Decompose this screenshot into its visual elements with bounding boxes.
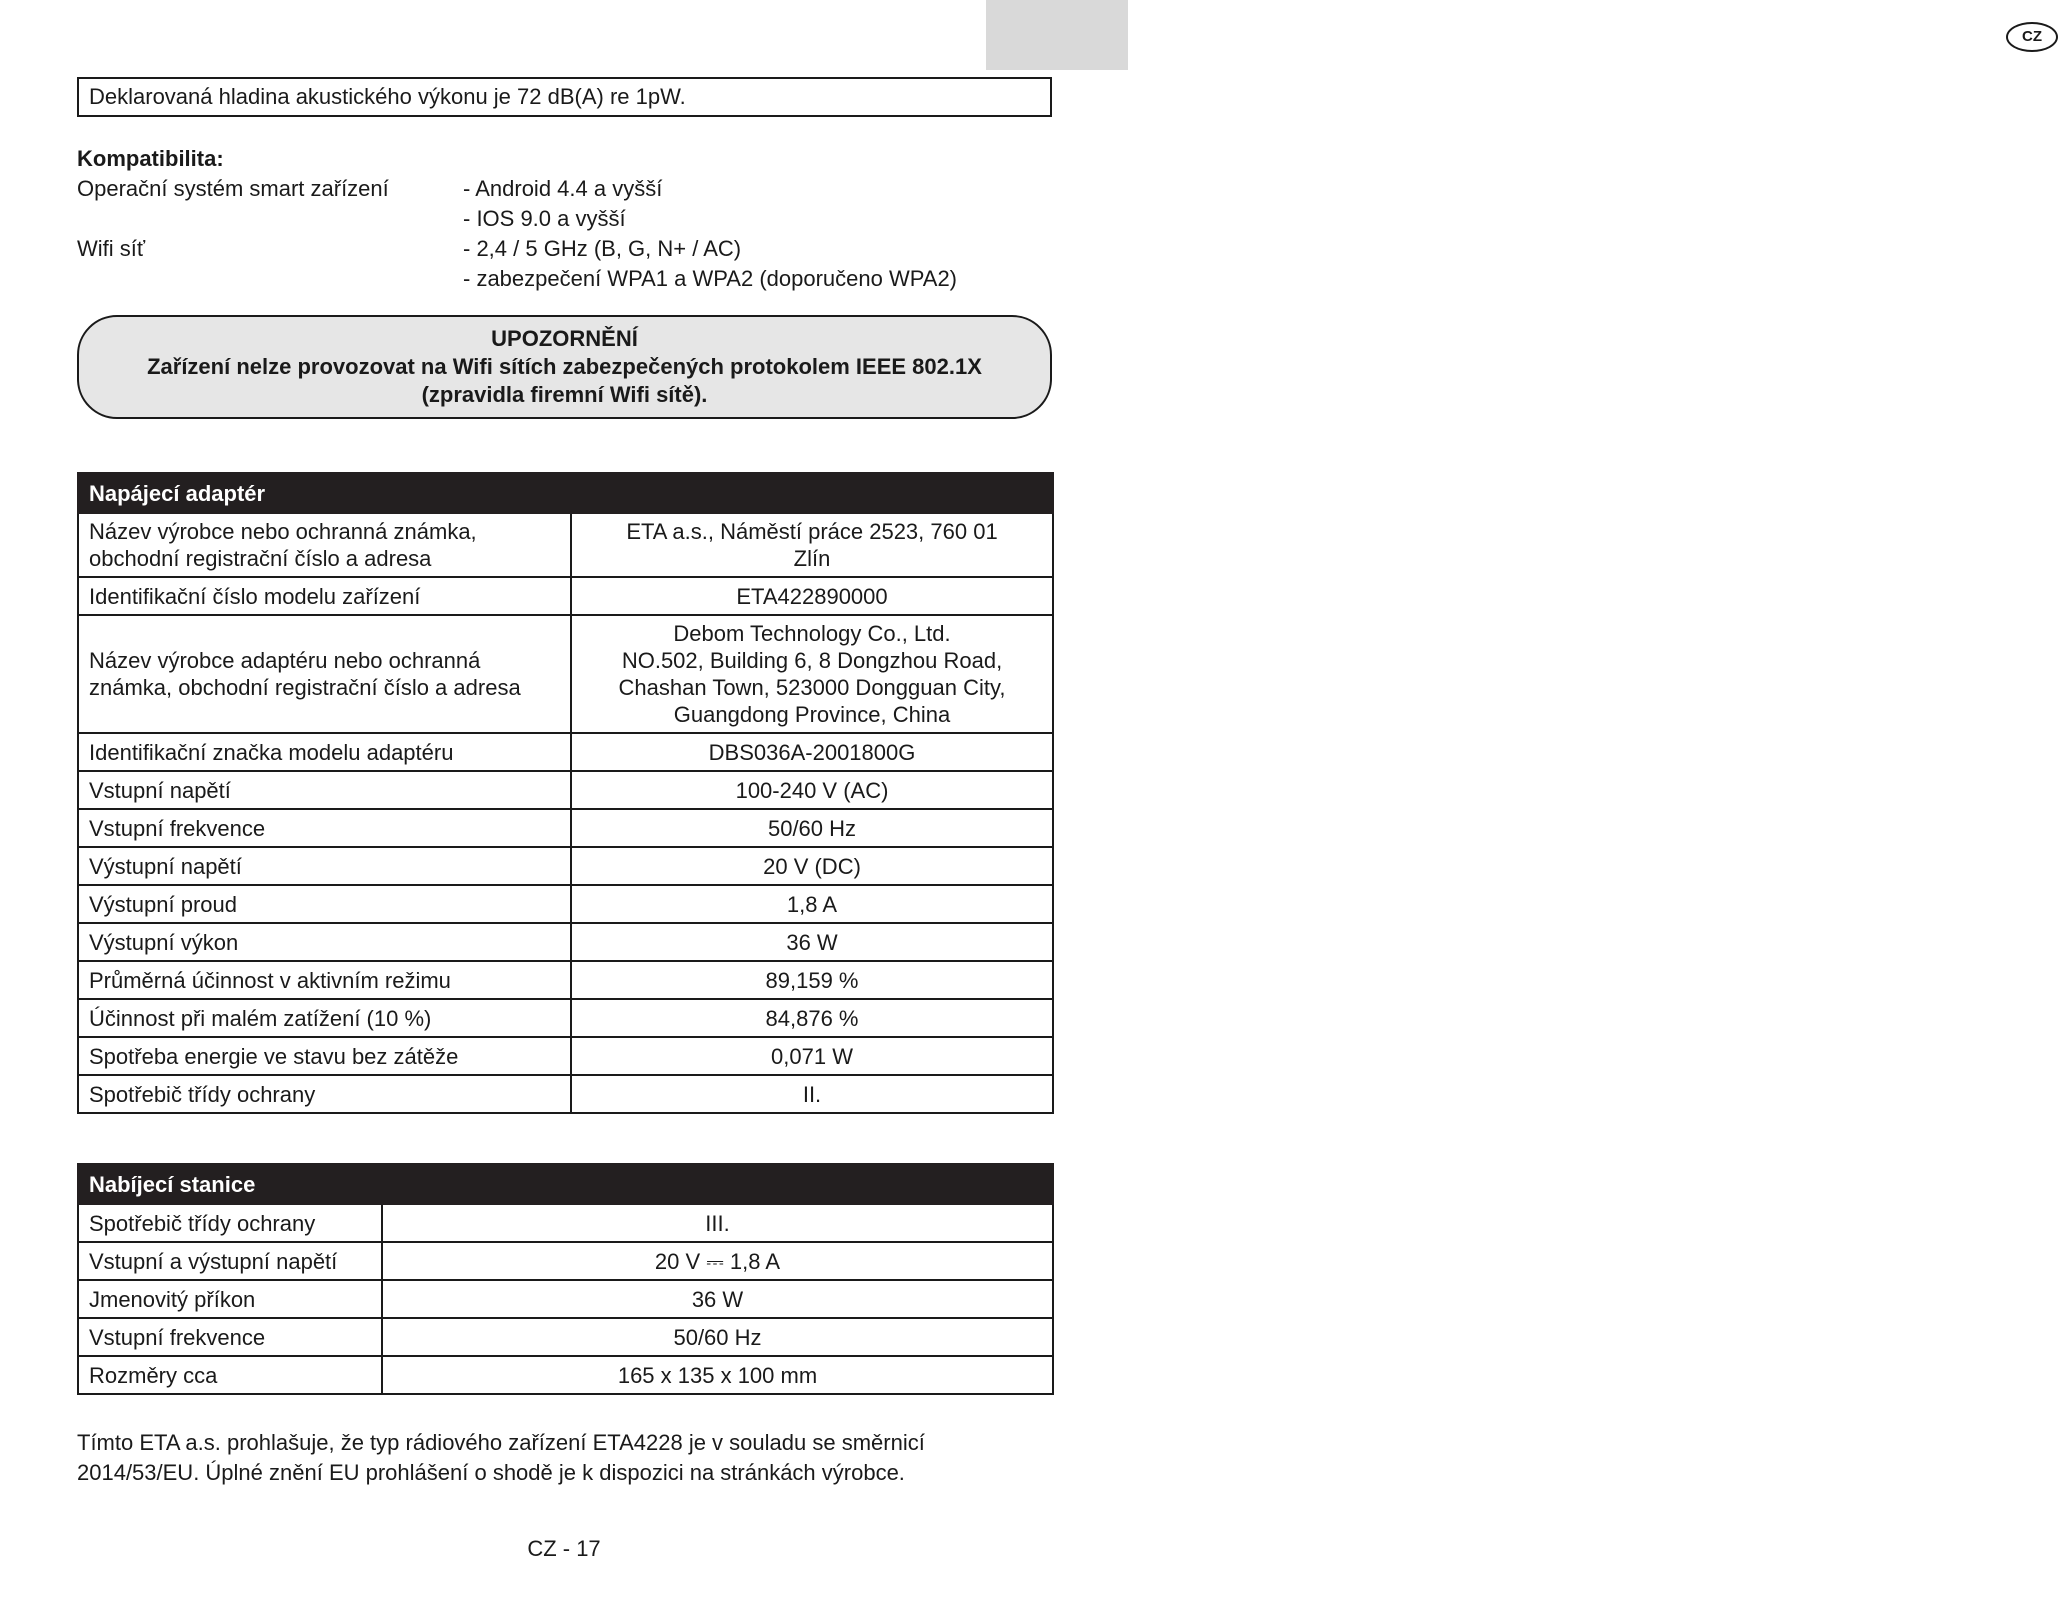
row-label-line: Spotřeba energie ve stavu bez zátěže <box>89 1043 459 1069</box>
compatibility-label: Operační systém smart zařízení <box>77 176 389 201</box>
table-row <box>78 615 1053 733</box>
declaration-line: Tímto ETA a.s. prohlašuje, že typ rádiového zařízení ETA4228 je v souladu se směrnicí <box>77 1430 925 1455</box>
table-row <box>78 1075 1053 1113</box>
row-value-line: 50/60 Hz <box>767 815 857 841</box>
row-label-line: Vstupní frekvence <box>89 1324 266 1350</box>
row-label <box>78 1318 382 1356</box>
row-label-line: Spotřebič třídy ochrany <box>89 1210 316 1236</box>
row-label <box>78 847 571 885</box>
row-label-line: Výstupní napětí <box>89 853 242 879</box>
warning-text-line: Zařízení nelze provozovat na Wifi sítích zabezpečených protokolem IEEE 802.1X <box>147 354 982 379</box>
table-row <box>78 999 1053 1037</box>
language-badge: CZ <box>2006 22 2058 52</box>
table-row <box>78 1204 1053 1242</box>
row-value-line: Guangdong Province, China <box>673 702 951 727</box>
compatibility-title: Kompatibilita: <box>77 146 224 171</box>
compatibility-section <box>77 144 1052 294</box>
row-label <box>78 961 571 999</box>
row-label-line: Účinnost při malém zatížení (10 %) <box>89 1005 432 1031</box>
compatibility-row <box>77 264 1052 294</box>
row-value <box>571 733 1053 771</box>
table-row <box>78 847 1053 885</box>
row-label-line: Jmenovitý příkon <box>89 1286 256 1312</box>
compatibility-label <box>77 204 463 234</box>
row-value <box>382 1318 1053 1356</box>
conformity-declaration <box>77 1428 1067 1488</box>
row-label-line: obchodní registrační číslo a adresa <box>89 546 432 571</box>
row-value <box>571 1075 1053 1113</box>
row-value-line: ETA422890000 <box>736 583 888 609</box>
row-label <box>78 513 571 577</box>
row-label-line: známka, obchodní registrační číslo a adresa <box>89 675 521 700</box>
table-row <box>78 809 1053 847</box>
table-row <box>78 885 1053 923</box>
table-header: Napájecí adaptér <box>78 473 1053 513</box>
warning-box <box>77 315 1052 419</box>
row-label <box>78 733 571 771</box>
row-value <box>571 513 1053 577</box>
row-label <box>78 1242 382 1280</box>
row-value-line: 1,8 A <box>786 891 838 917</box>
row-label <box>78 885 571 923</box>
row-label-line: Název výrobce nebo ochranná známka, <box>89 519 477 544</box>
warning-title: UPOZORNĚNÍ <box>491 326 638 351</box>
row-label-line: Vstupní a výstupní napětí <box>89 1248 338 1274</box>
noise-declaration: Deklarovaná hladina akustického výkonu je 72 dB(A) re 1pW. <box>77 77 1052 117</box>
row-value-line: 100-240 V (AC) <box>735 777 889 803</box>
row-label-line: Identifikační číslo modelu zařízení <box>89 583 421 609</box>
row-value-line: III. <box>705 1210 730 1236</box>
row-label <box>78 1280 382 1318</box>
row-value <box>382 1280 1053 1318</box>
row-value-line: 84,876 % <box>765 1005 859 1031</box>
page-number: CZ - 17 <box>527 1536 601 1561</box>
table-header-row <box>78 473 1053 513</box>
row-label <box>78 1356 382 1394</box>
compatibility-value: - 2,4 / 5 GHz (B, G, N+ / AC) <box>463 236 742 261</box>
row-label-line: Spotřebič třídy ochrany <box>89 1081 316 1107</box>
compatibility-row <box>77 234 1052 264</box>
row-value-line: DBS036A-2001800G <box>708 739 916 765</box>
row-value <box>571 1037 1053 1075</box>
row-label-line: Průměrná účinnost v aktivním režimu <box>89 967 451 993</box>
row-value <box>382 1242 1053 1280</box>
table-row <box>78 733 1053 771</box>
compatibility-label: Wifi síť <box>77 236 146 261</box>
row-label-line: Rozměry cca <box>89 1362 218 1388</box>
row-label-line: Vstupní napětí <box>89 777 231 803</box>
row-value-line: 20 V (DC) <box>763 853 861 879</box>
table-row <box>78 1242 1053 1280</box>
row-label-line: Výstupní proud <box>89 891 237 917</box>
row-label-line: Výstupní výkon <box>89 929 239 955</box>
row-value <box>571 961 1053 999</box>
table-row <box>78 1356 1053 1394</box>
table-row <box>78 577 1053 615</box>
table-row <box>78 961 1053 999</box>
row-value <box>571 615 1053 733</box>
row-value-line: Zlín <box>793 546 831 571</box>
row-label-line: Identifikační značka modelu adaptéru <box>89 739 454 765</box>
row-value <box>571 923 1053 961</box>
row-value <box>571 999 1053 1037</box>
row-label-line: Název výrobce adaptéru nebo ochranná <box>89 648 481 673</box>
row-value-line: 36 W <box>786 929 838 955</box>
compatibility-row <box>77 174 1052 204</box>
compatibility-label <box>77 264 463 294</box>
table-row <box>78 771 1053 809</box>
station-spec-table <box>77 1163 1054 1395</box>
row-value-line: ETA a.s., Náměstí práce 2523, 760 01 <box>626 519 998 544</box>
row-value-line: 89,159 % <box>765 967 859 993</box>
row-value-line: 0,071 W <box>771 1043 853 1069</box>
row-label <box>78 577 571 615</box>
language-tab <box>986 0 2042 70</box>
adapter-spec-table <box>77 472 1054 1114</box>
row-label <box>78 771 571 809</box>
row-value-line: 20 V ⎓ 1,8 A <box>654 1248 781 1274</box>
row-value-line: 36 W <box>691 1286 744 1312</box>
row-value-line: II. <box>802 1081 822 1107</box>
row-label <box>78 999 571 1037</box>
row-value <box>382 1204 1053 1242</box>
row-value-line: 165 x 135 x 100 mm <box>617 1362 818 1388</box>
row-label <box>78 923 571 961</box>
row-value <box>571 771 1053 809</box>
warning-text-line: (zpravidla firemní Wifi sítě). <box>421 382 708 407</box>
row-label <box>78 1204 382 1242</box>
row-label <box>78 1037 571 1075</box>
compatibility-value: - zabezpečení WPA1 a WPA2 (doporučeno WPA2) <box>463 266 958 291</box>
compatibility-row <box>77 204 1052 234</box>
compatibility-value: - IOS 9.0 a vyšší <box>463 206 626 231</box>
row-value-line: Chashan Town, 523000 Dongguan City, <box>618 675 1006 700</box>
table-row <box>78 1037 1053 1075</box>
row-value <box>382 1356 1053 1394</box>
row-value <box>571 847 1053 885</box>
table-header-row <box>78 1164 1053 1204</box>
row-label <box>78 1075 571 1113</box>
row-value <box>571 809 1053 847</box>
table-row <box>78 513 1053 577</box>
row-label <box>78 809 571 847</box>
table-header: Nabíjecí stanice <box>78 1164 1053 1204</box>
table-row <box>78 923 1053 961</box>
row-value-line: 50/60 Hz <box>673 1324 762 1350</box>
row-value-line: Debom Technology Co., Ltd. <box>673 621 951 646</box>
row-value <box>571 577 1053 615</box>
table-row <box>78 1280 1053 1318</box>
declaration-line: 2014/53/EU. Úplné znění EU prohlášení o shodě je k dispozici na stránkách výrobce. <box>77 1460 905 1485</box>
compatibility-value: - Android 4.4 a vyšší <box>463 176 663 201</box>
row-label-line: Vstupní frekvence <box>89 815 266 841</box>
table-row <box>78 1318 1053 1356</box>
row-value <box>571 885 1053 923</box>
row-value-line: NO.502, Building 6, 8 Dongzhou Road, <box>621 648 1003 673</box>
row-label <box>78 615 571 733</box>
